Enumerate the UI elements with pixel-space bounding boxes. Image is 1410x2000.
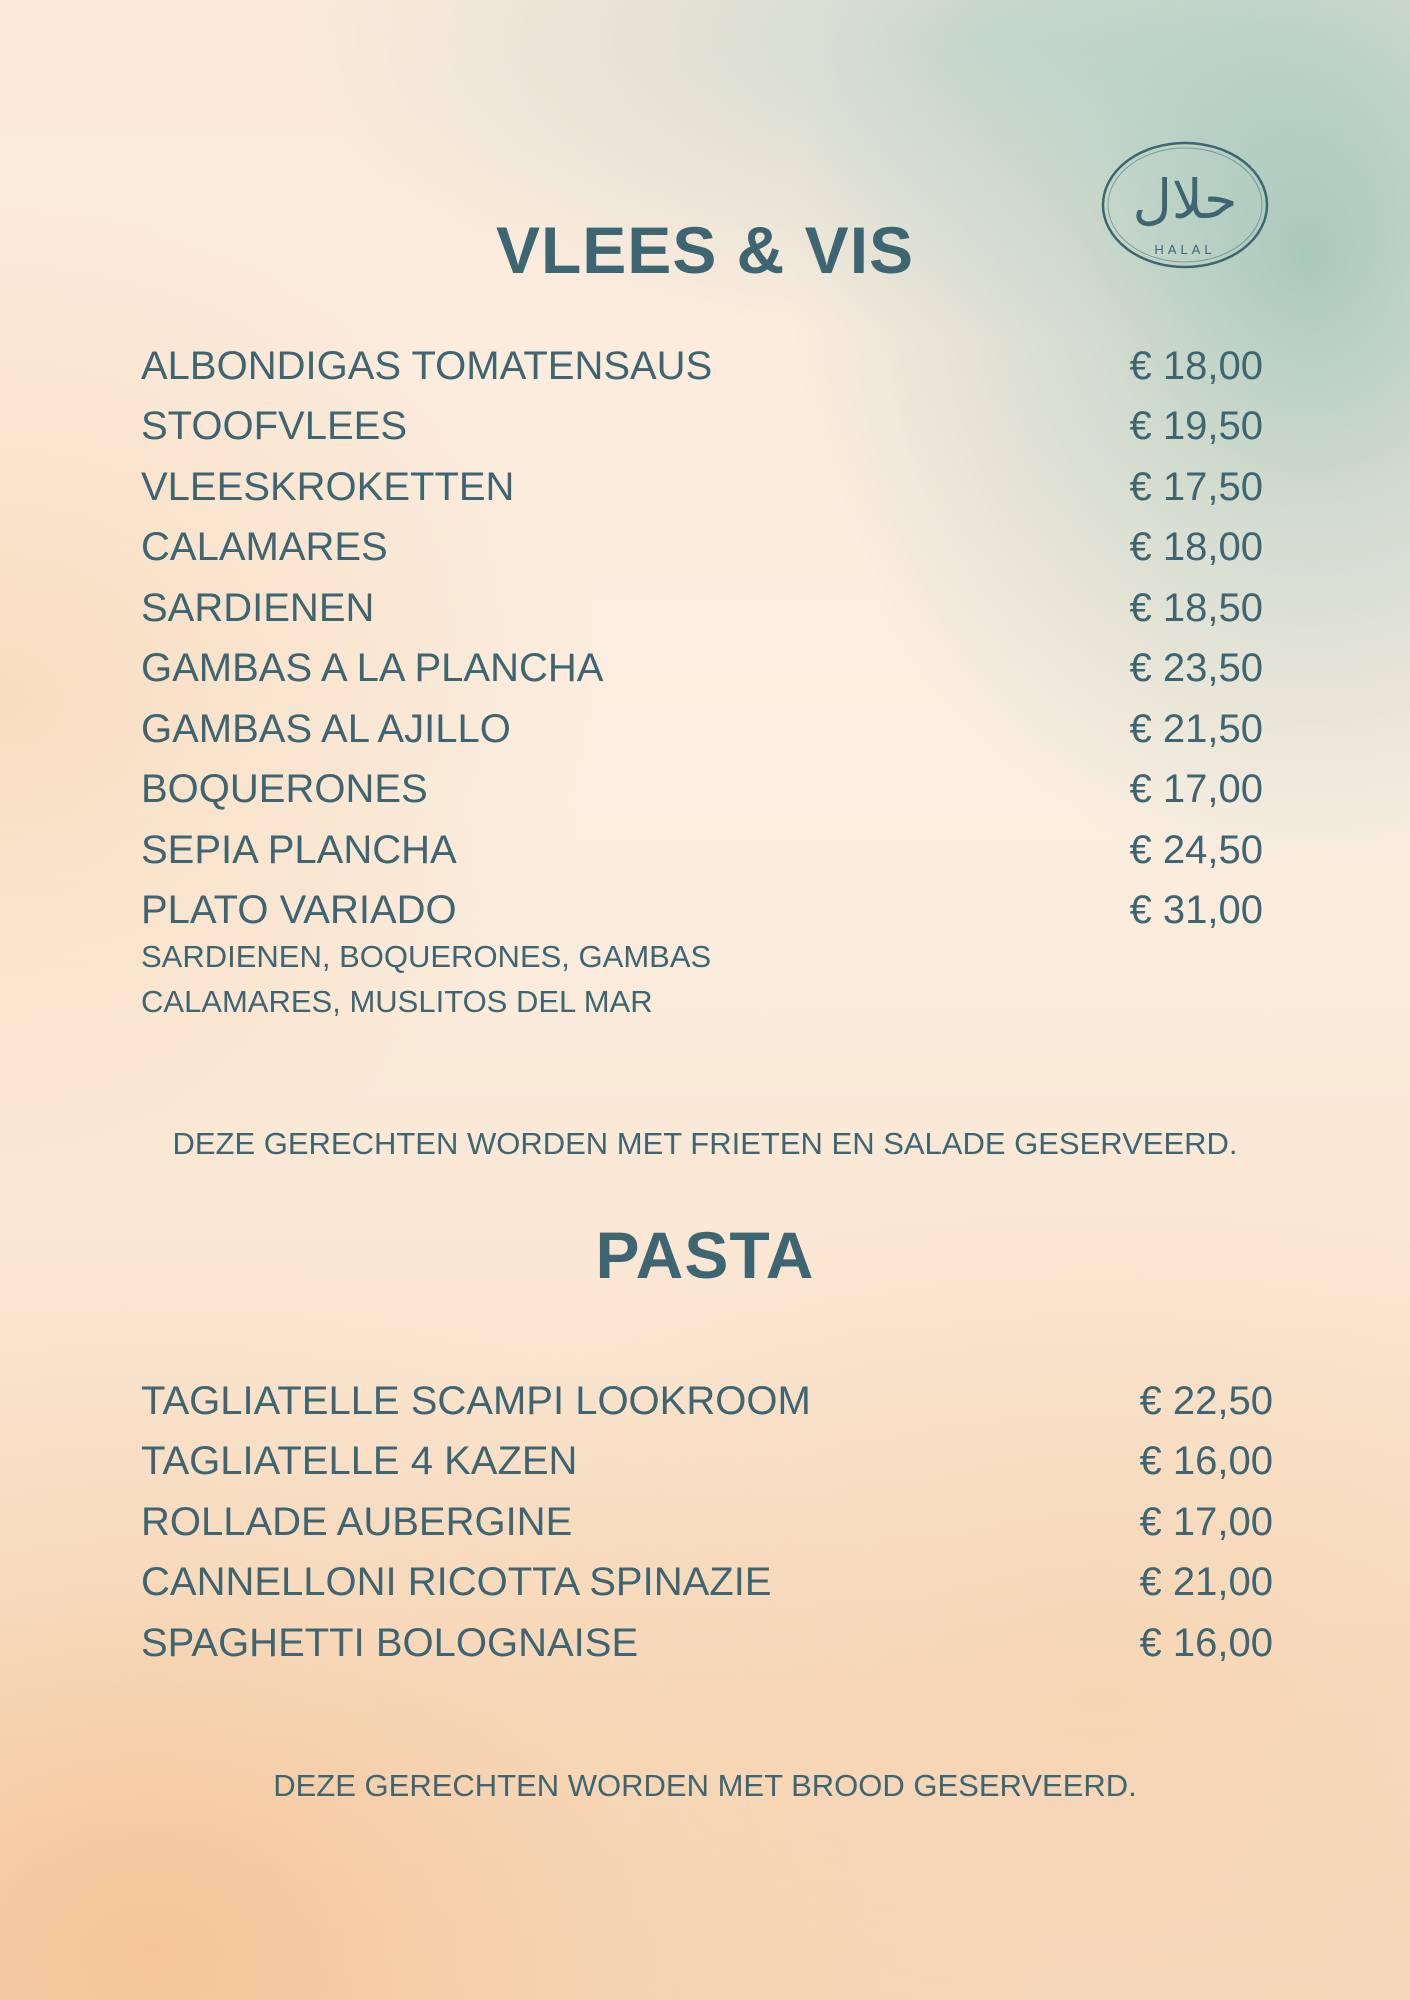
item-price: € 19,50 xyxy=(1129,404,1263,449)
item-name: SPAGHETTI BOLOGNAISE xyxy=(141,1620,639,1665)
menu-item xyxy=(141,1492,1273,1553)
item-price: € 17,00 xyxy=(1139,1499,1273,1544)
menu-item xyxy=(141,639,1263,700)
item-name: GAMBAS A LA PLANCHA xyxy=(141,646,604,691)
section-title-pasta: PASTA xyxy=(595,1218,815,1292)
menu-item xyxy=(141,1553,1273,1614)
item-name: ROLLADE AUBERGINE xyxy=(141,1499,573,1544)
section-title-vlees-vis: VLEES & VIS xyxy=(495,213,915,287)
menu-list-pasta xyxy=(141,1371,1273,1674)
menu-item xyxy=(141,397,1263,458)
item-name: STOOFVLEES xyxy=(141,404,408,449)
item-price: € 16,00 xyxy=(1139,1620,1273,1665)
item-price: € 17,50 xyxy=(1129,464,1263,509)
menu-item xyxy=(141,336,1263,397)
item-name: TAGLIATELLE SCAMPI LOOKROOM xyxy=(141,1378,811,1423)
item-name: SARDIENEN xyxy=(141,585,375,630)
item-price: € 22,50 xyxy=(1139,1378,1273,1423)
menu-item xyxy=(141,1613,1273,1674)
item-price: € 17,00 xyxy=(1129,767,1263,812)
item-price: € 18,50 xyxy=(1129,585,1263,630)
item-name: ALBONDIGAS TOMATENSAUS xyxy=(141,343,713,388)
item-price: € 23,50 xyxy=(1129,646,1263,691)
item-name: PLATO VARIADO xyxy=(141,888,457,933)
halal-arabic-text: حلال xyxy=(1132,168,1238,231)
item-price: € 21,50 xyxy=(1129,706,1263,751)
item-price: € 31,00 xyxy=(1129,888,1263,933)
item-price: € 16,00 xyxy=(1139,1439,1273,1484)
item-name: CALAMARES xyxy=(141,525,388,570)
item-price: € 24,50 xyxy=(1129,827,1263,872)
item-name: TAGLIATELLE 4 KAZEN xyxy=(141,1439,578,1484)
menu-item xyxy=(141,881,1263,942)
plato-variado-description: SARDIENEN, BOQUERONES, GAMBAS xyxy=(141,939,712,974)
menu-list-vlees-vis xyxy=(141,336,1263,941)
item-price: € 18,00 xyxy=(1129,343,1263,388)
item-price: € 21,00 xyxy=(1139,1560,1273,1605)
menu-item xyxy=(141,1371,1273,1432)
serving-note-pasta: DEZE GERECHTEN WORDEN MET BROOD GESERVEERD. xyxy=(273,1768,1137,1803)
menu-item xyxy=(141,578,1263,639)
serving-note-vlees-vis: DEZE GERECHTEN WORDEN MET FRIETEN EN SALADE GESERVEERD. xyxy=(172,1126,1238,1161)
plato-variado-description: CALAMARES, MUSLITOS DEL MAR xyxy=(141,984,653,1019)
menu-item xyxy=(141,518,1263,579)
item-name: GAMBAS AL AJILLO xyxy=(141,706,511,751)
item-name: SEPIA PLANCHA xyxy=(141,827,457,872)
item-name: CANNELLONI RICOTTA SPINAZIE xyxy=(141,1560,772,1605)
item-name: BOQUERONES xyxy=(141,767,428,812)
halal-label: HALAL xyxy=(1154,242,1216,257)
item-name: VLEESKROKETTEN xyxy=(141,464,515,509)
menu-item xyxy=(141,1432,1273,1493)
menu-item xyxy=(141,820,1263,881)
menu-item xyxy=(141,699,1263,760)
item-price: € 18,00 xyxy=(1129,525,1263,570)
menu-item xyxy=(141,760,1263,821)
menu-item xyxy=(141,457,1263,518)
